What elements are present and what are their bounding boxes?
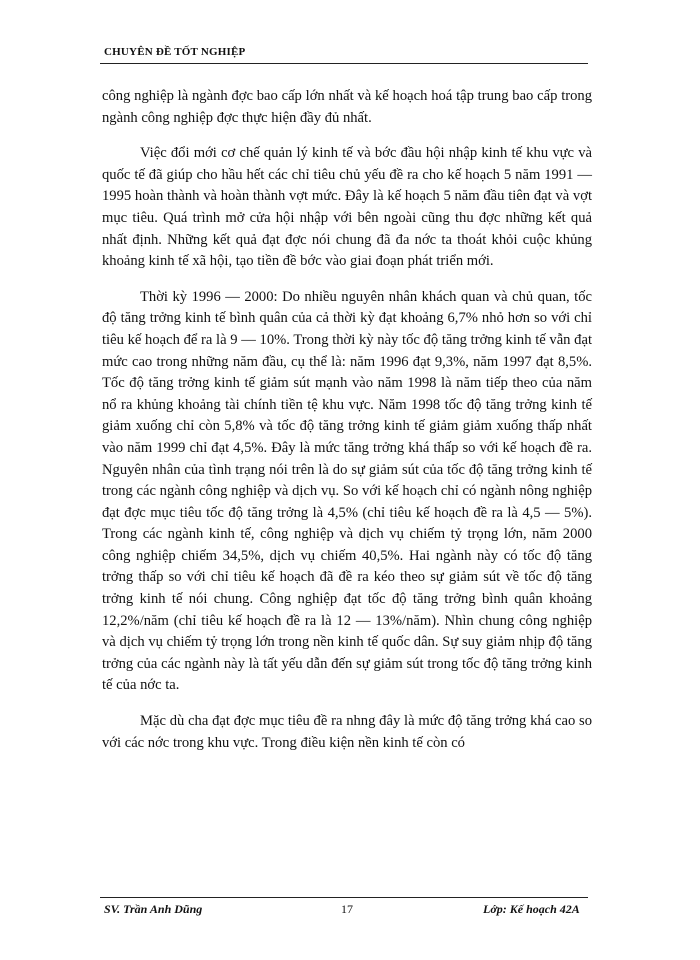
paragraph-1: công nghiệp là ngành đợc bao cấp lớn nhất và kế hoạch hoá tập trung bao cấp trong ngành công nghiệp đợc thực hiện đầy đủ nhất. bbox=[102, 88, 592, 126]
document-body bbox=[102, 86, 592, 754]
header-divider bbox=[100, 63, 588, 64]
document-header-title: CHUYÊN ĐỀ TỐT NGHIỆP bbox=[104, 46, 246, 58]
footer-divider bbox=[100, 897, 588, 898]
footer-class: Lớp: Kế hoạch 42A bbox=[483, 902, 580, 916]
page-number: 17 bbox=[341, 902, 353, 916]
footer-author: SV. Trần Anh Dũng bbox=[104, 902, 203, 916]
paragraph-3: Thời kỳ 1996 — 2000: Do nhiều nguyên nhân khách quan và chủ quan, tốc độ tăng trởng kinh tế bình quân của cả thời kỳ đạt khoảng 6,7% nhỏ hơn so với chỉ tiêu kế hoạch để ra là 9 — 10%. Trong thời kỳ này tốc độ tăng trởng kinh tế vẫn đạt mức cao trong những năm đầu, cụ thể là: năm 1996 đạt 9,3%, năm 1997 đạt 8,5%. Tốc độ tăng trởng kinh tế giảm sút mạnh vào năm 1998 là năm tiếp theo của năm nổ ra khủng khoảng tài chính tiền tệ khu vực. Năm 1998 tốc độ tăng trởng kinh tế giảm xuống chỉ còn 5,8% và tốc độ tăng trởng kinh tế giảm giảm xuống thấp nhất vào năm 1999 chỉ đạt 4,5%. Đây là mức tăng trởng khá thấp so với kế hoạch đề ra. Nguyên nhân của tình trạng nói trên là do sự giảm sút của tốc độ tăng trởng kinh tế trong các ngành công nghiệp và dịch vụ. So với kế hoạch chỉ có ngành nông nghiệp đạt đợc mục tiêu tốc độ tăng trởng là 4,5% (chỉ tiêu kế hoạch đề ra là 4,5 — 5%). Trong các ngành kinh tế, công nghiệp và dịch vụ chiếm tỷ trọng lớn, năm 2000 công nghiệp chiếm 34,5%, dịch vụ chiếm 40,5%. Hai ngành này có tốc độ tăng trởng thấp so với chỉ tiêu kế hoạch đã đề ra kéo theo sự giảm sút về tốc độ tăng trởng kinh tế nói chung. Công nghiệp đạt tốc độ tăng trởng bình quân khoảng 12,2%/năm (chỉ tiêu kế hoạch đề ra là 12 — 13%/năm). Nhìn chung công nghiệp và dịch vụ chiếm tỷ trọng lớn trong nền kinh tế quốc dân. Sự suy giảm nhịp độ tăng trởng của các ngành này là tất yếu dẫn đến sự giảm sút trong tốc độ tăng trởng kinh tế của nớc ta. bbox=[102, 288, 592, 694]
paragraph-2: Việc đổi mới cơ chế quản lý kinh tế và bớc đầu hội nhập kinh tế khu vực và quốc tế đã giúp cho hầu hết các chỉ tiêu chủ yếu đề ra cho kế hoạch 5 năm 1991 — 1995 hoàn thành và hoàn thành vợt mức. Đây là kế hoạch 5 năm đầu tiên đạt và vợt mục tiêu. Quá trình mở cửa hội nhập với bên ngoài cũng thu đợc những kết quả nhất định. Những kết quả đạt đợc nói chung đã đa nớc ta thoát khỏi cuộc khủng khoảng kinh tế xã hội, tạo tiền đề bớc vào giai đoạn phát triển mới. bbox=[102, 145, 592, 270]
paragraph-4: Mặc dù cha đạt đợc mục tiêu đề ra nhng đây là mức độ tăng trởng khá cao so với các nớc trong khu vực. Trong điều kiện nền kinh tế còn có bbox=[102, 713, 592, 751]
